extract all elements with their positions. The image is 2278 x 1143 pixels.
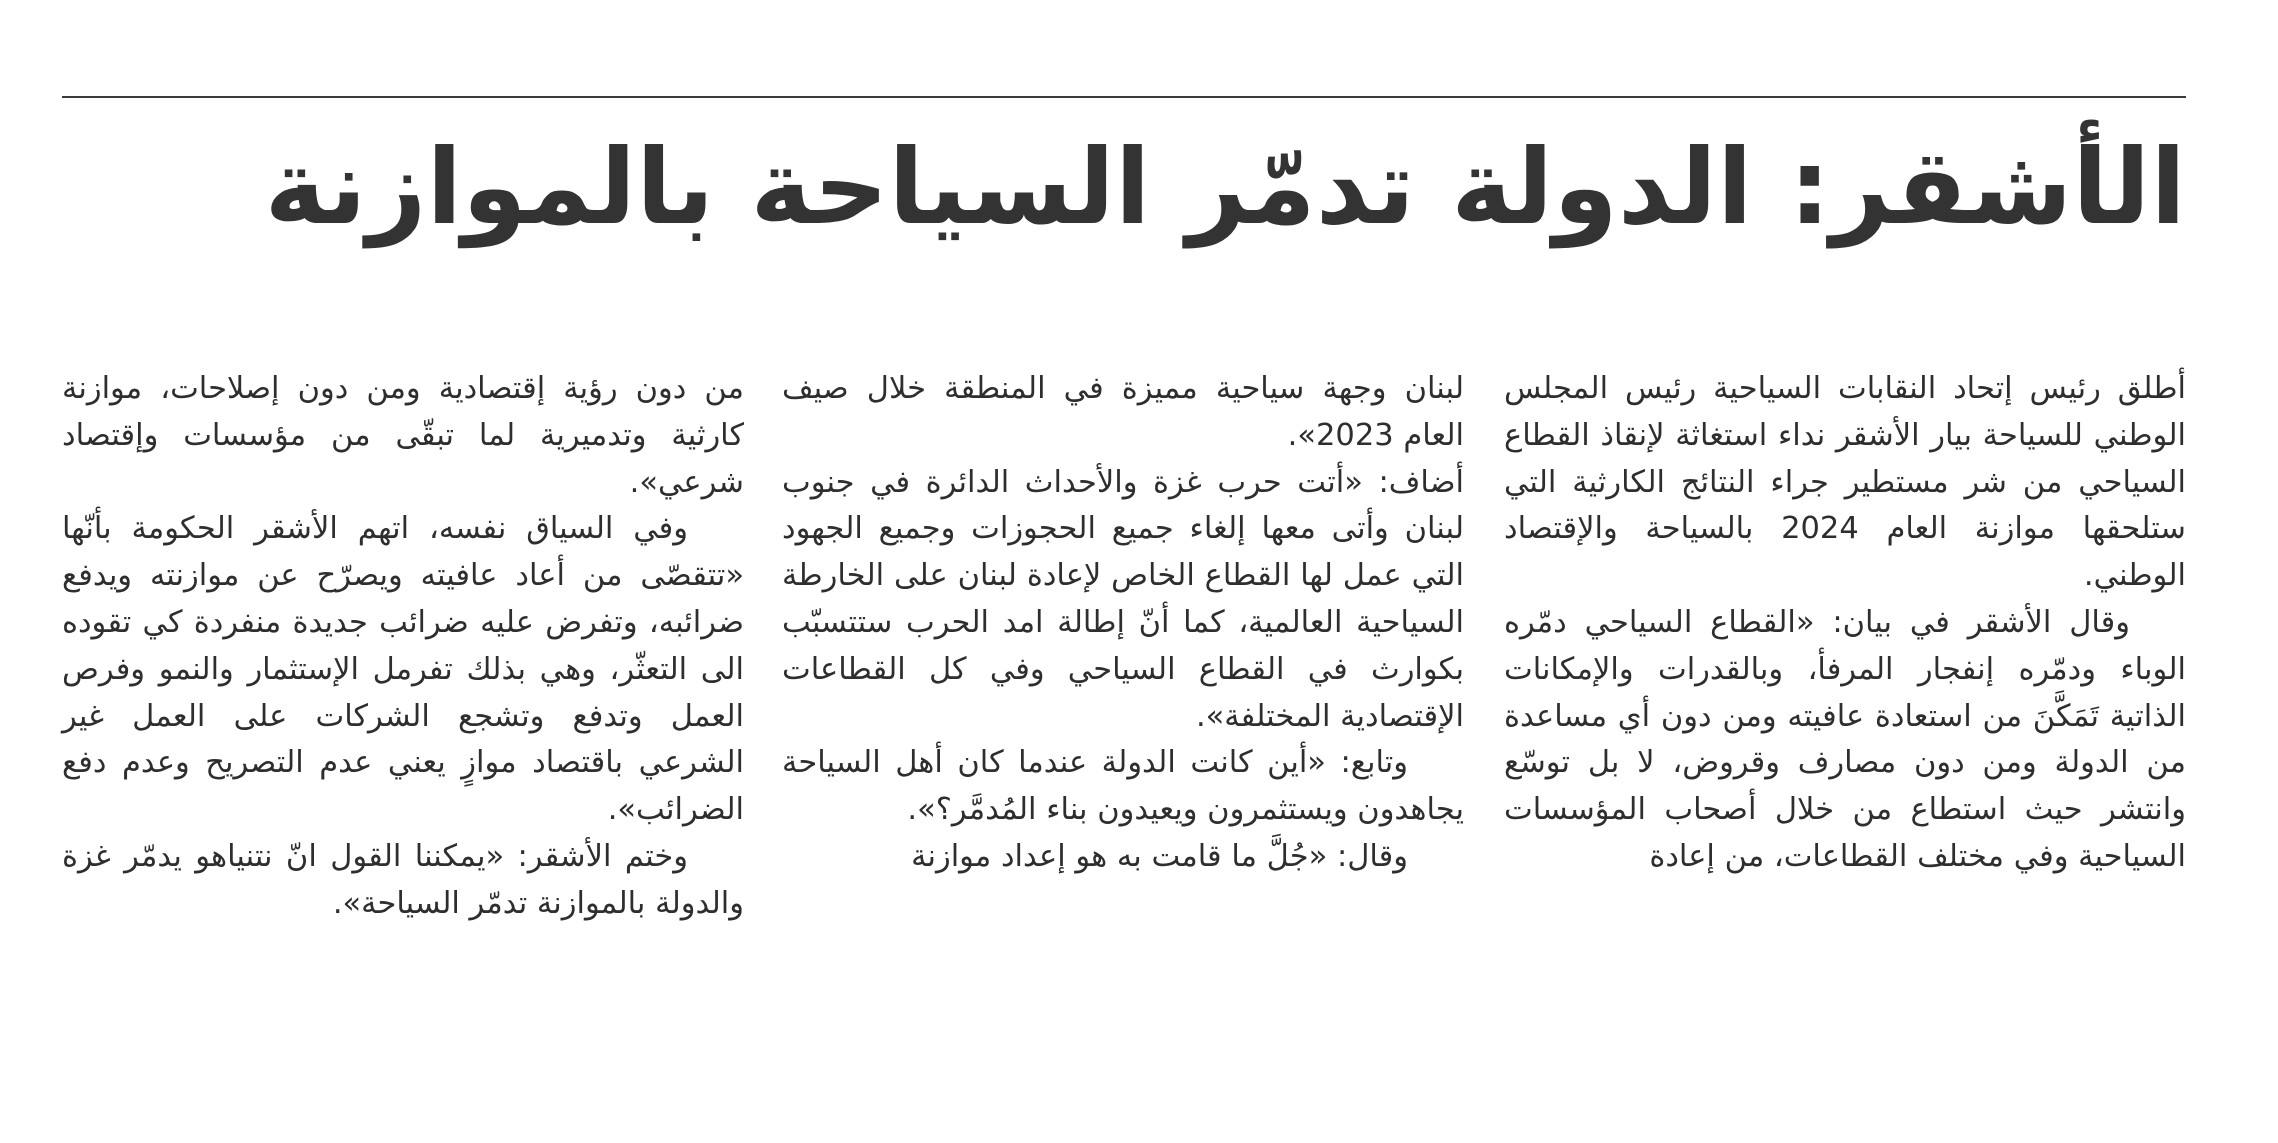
article-column-1 [1504,366,2186,881]
column-1-paragraph-2: وقال الأشقر في بيان: «القطاع السياحي دمّره الوباء ودمّره إنفجار المرفأ، وبالقدرات والإمكانات الذاتية تَمَكَّنَ من استعادة عافيته ومن دون أي مساعدة من الدولة ومن دون مصارف وقروض، لا بل توسّع وانتشر حيث استطاع من خلال أصحاب المؤسسات السياحية وفي مختلف القطاعات، من إعادة [1504,604,2186,874]
column-1-paragraph-1: أطلق رئيس إتحاد النقابات السياحية رئيس المجلس الوطني للسياحة بيار الأشقر نداء استغاثة لإنقاذ القطاع السياحي من شر مستطير جراء النتائج الكارثية التي ستلحقها موازنة العام 2024 بالسياحة والإقتصاد الوطني. [1504,371,2186,594]
column-2-paragraph-3: وتابع: «أين كانت الدولة عندما كان أهل السياحة يجاهدون ويستثمرون ويعيدون بناء المُدمَّر؟». [782,745,1464,828]
column-3-paragraph-3: وختم الأشقر: «يمكننا القول انّ نتنياهو يدمّر غزة والدولة بالموازنة تدمّر السياحة». [62,838,744,921]
top-divider-rule [62,96,2186,98]
article-column-2 [782,366,1464,881]
column-2-paragraph-2: أضاف: «أتت حرب غزة والأحداث الدائرة في جنوب لبنان وأتى معها إلغاء جميع الحجوزات وجميع الجهود التي عمل لها القطاع الخاص لإعادة لبنان على الخارطة السياحية العالمية، كما أنّ إطالة امد الحرب ستتسبّب بكوارث في القطاع السياحي وفي كل القطاعات الإقتصادية المختلفة». [782,464,1464,734]
article-headline: الأشقر: الدولة تدمّر السياحة بالموازنة [264,126,2186,248]
column-3-paragraph-1: من دون رؤية إقتصادية ومن دون إصلاحات، موازنة كارثية وتدميرية لما تبقّى من مؤسسات وإقتصاد شرعي». [62,371,744,500]
article-column-3 [62,366,744,928]
column-2-paragraph-1: لبنان وجهة سياحية مميزة في المنطقة خلال صيف العام 2023». [782,371,1464,453]
column-3-paragraph-2: وفي السياق نفسه، اتهم الأشقر الحكومة بأنّها «تتقصّى من أعاد عافيته ويصرّح عن موازنته ويدفع ضرائبه، وتفرض عليه ضرائب جديدة منفردة كي تقوده الى التعثّر، وهي بذلك تفرمل الإستثمار والنمو وفرص العمل وتدفع وتشجع الشركات على العمل غير الشرعي باقتصاد موازٍ يعني عدم التصريح وعدم دفع الضرائب». [62,511,744,828]
column-2-paragraph-4: وقال: «جُلَّ ما قامت به هو إعداد موازنة [911,838,1408,874]
